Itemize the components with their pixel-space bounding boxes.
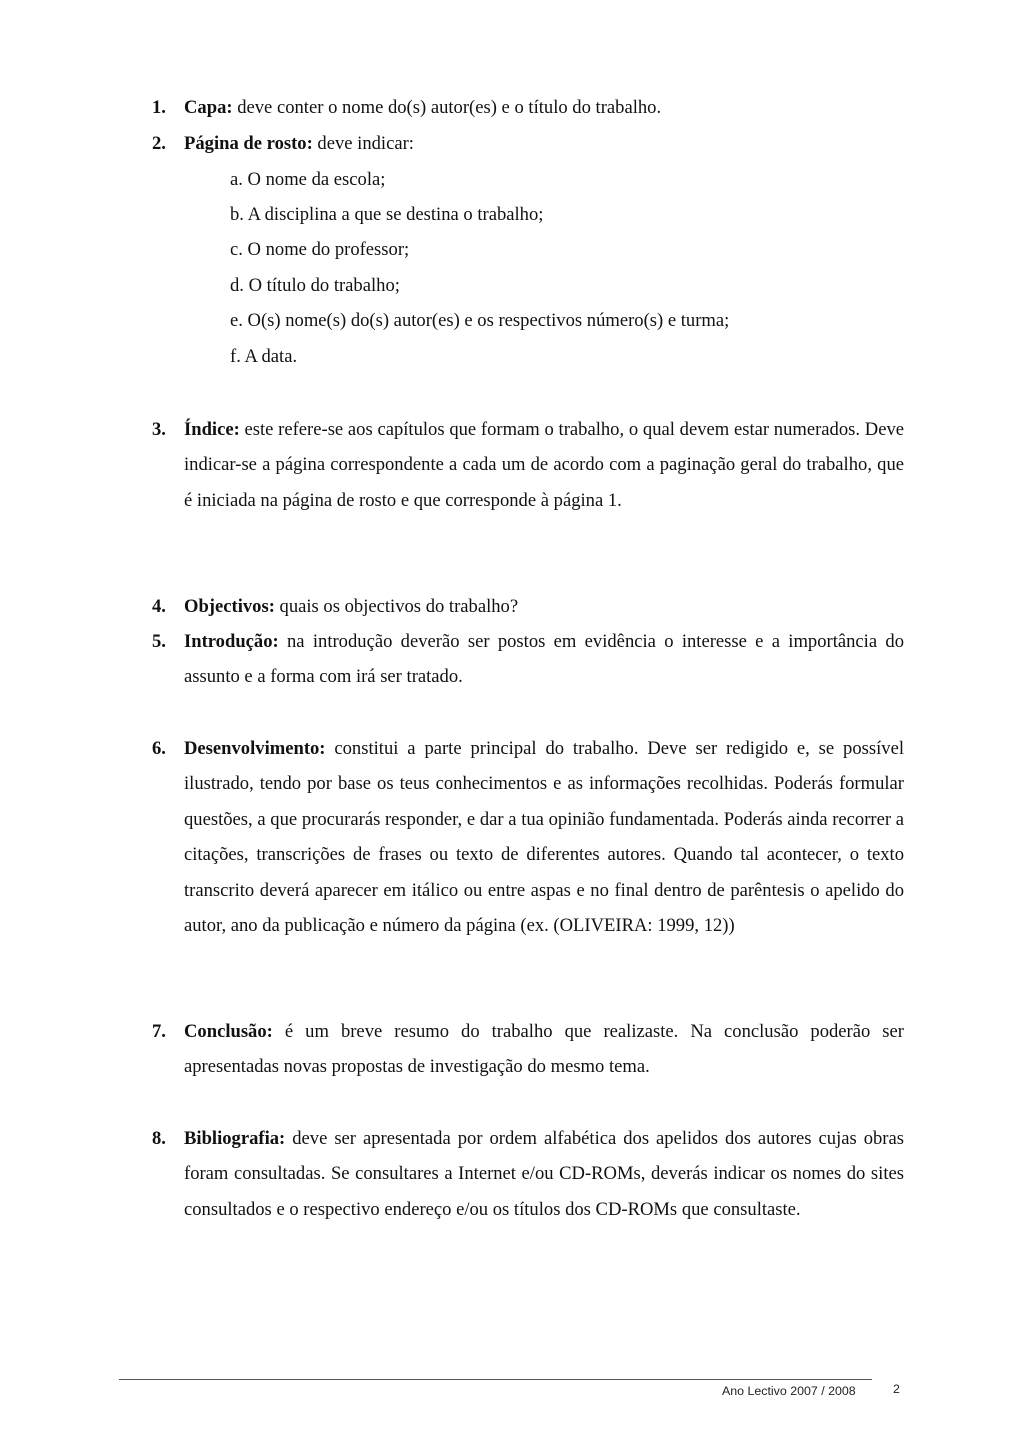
item-text: deve conter o nome do(s) autor(es) e o título do trabalho. [232,97,662,118]
item-text: constitui a parte principal do trabalho. Deve ser redigido e, se possível ilustrado, tendo por base os teus conhecimentos e as informações recolhidas. Poderás formular questões, a que procurarás responder, e dar a tua opinião fundamentada. Poderás ainda recorrer a citações, transcrições de frases ou texto de diferentes autores. Quando tal acontecer, o texto transcrito deverá aparecer em itálico ou entre aspas e no final dentro de parêntesis o apelido do autor, ano da publicação e número da página (ex. (OLIVEIRA: 1999, 12)) [184,738,904,937]
subitem-disciplina: b. A disciplina a que se destina o trabalho; [230,204,544,225]
footer-divider [119,1379,872,1380]
item-text: este refere-se aos capítulos que formam o trabalho, o qual devem estar numerados. Deve indicar-se a página correspondente a cada um de acordo com a paginação geral do trabalho, que é iniciada na página de rosto e que corresponde à página 1. [184,419,904,511]
list-item-bibliografia [152,1121,904,1227]
item-term: Índice: [184,419,240,440]
item-term: Página de rosto: [184,133,313,154]
list-item-indice [152,412,904,518]
item-term: Bibliografia: [184,1128,286,1149]
subitem-escola: a. O nome da escola; [230,169,386,190]
item-text: na introdução deverão ser postos em evidência o interesse e a importância do assunto e a forma com irá ser tratado. [184,631,904,688]
item-number: 4. [152,596,166,617]
list-item-desenvolvimento [152,731,904,943]
item-term: Introdução: [184,631,279,652]
item-number: 3. [152,419,166,440]
item-number: 1. [152,97,166,118]
item-term: Desenvolvimento: [184,738,326,759]
list-item-capa [152,90,904,125]
item-text: quais os objectivos do trabalho? [274,596,519,617]
list-item-objectivos [152,589,904,624]
item-number: 6. [152,738,166,759]
item-term: Objectivos: [184,596,275,617]
list-item-pagina-de-rosto [152,126,904,161]
page-number: 2 [893,1382,900,1396]
subitem-titulo: d. O título do trabalho; [230,275,400,296]
item-text: deve ser apresentada por ordem alfabética dos apelidos dos autores cujas obras foram consultadas. Se consultares a Internet e/ou CD-ROMs, deverás indicar os nomes do sites consultados e o respectivo endereço e/ou os títulos dos CD-ROMs que consultaste. [184,1128,904,1220]
item-term: Capa: [184,97,233,118]
item-term: Conclusão: [184,1021,273,1042]
item-number: 2. [152,133,166,154]
list-item-conclusao [152,1014,904,1085]
item-text: deve indicar: [312,133,414,154]
item-number: 8. [152,1128,166,1149]
item-text: é um breve resumo do trabalho que realizaste. Na conclusão poderão ser apresentadas novas propostas de investigação do mesmo tema. [184,1021,904,1078]
list-item-introducao [152,624,904,695]
footer-school-year: Ano Lectivo 2007 / 2008 [722,1384,856,1398]
item-number: 5. [152,631,166,652]
subitem-professor: c. O nome do professor; [230,239,410,260]
item-number: 7. [152,1021,166,1042]
subitem-data: f. A data. [230,346,298,367]
subitem-autores: e. O(s) nome(s) do(s) autor(es) e os respectivos número(s) e turma; [230,310,730,331]
